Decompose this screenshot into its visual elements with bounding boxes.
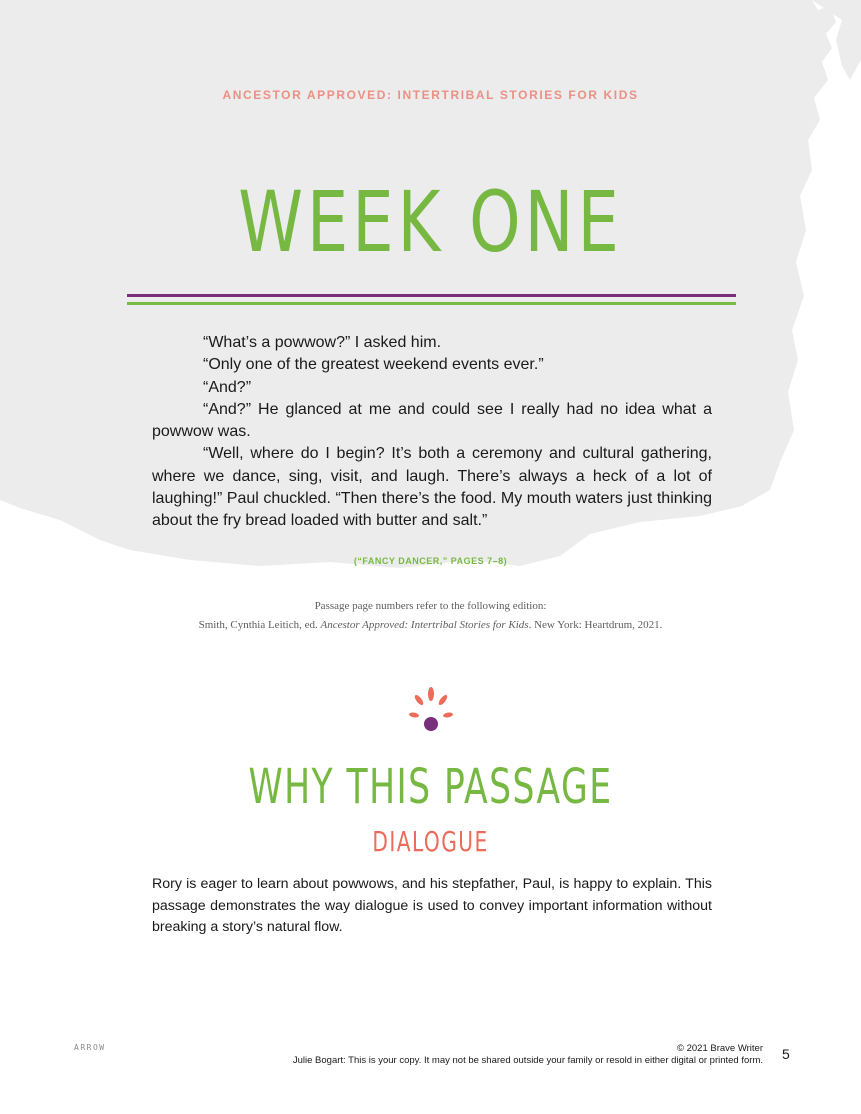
book-title-header: ANCESTOR APPROVED: INTERTRIBAL STORIES FOR KIDS (222, 88, 639, 102)
footer-notice: Julie Bogart: This is your copy. It may not be shared outside your family or resold in either digital or printed form. (292, 1055, 763, 1066)
edition-book-title: Ancestor Approved: Intertribal Stories for Kids (320, 619, 529, 631)
section-title: WHY THIS PASSAGE (248, 759, 613, 815)
flower-icon (404, 686, 458, 736)
passage-excerpt (152, 332, 712, 533)
section-body: Rory is eager to learn about powwows, and his stepfather, Paul, is happy to explain. This passage demonstrates the way dialogue is used to convey important information without breaking a story’s natural flow. (152, 876, 712, 935)
passage-paragraph: “And?” (203, 378, 252, 396)
passage-paragraph: “Only one of the greatest weekend events ever.” (203, 356, 544, 374)
edition-publisher: . New York: Heartdrum, 2021. (528, 619, 663, 631)
divider-green (127, 302, 736, 305)
footer-left-label: ARROW (74, 1043, 106, 1052)
passage-paragraph: “And?” He glanced at me and could see I really had no idea what a powwow was. (152, 400, 712, 441)
passage-paragraph: “Well, where do I begin? It’s both a ceremony and cultural gathering, where we dance, sing, visit, and laugh. There’s always a heck of a lot of laughing!” Paul chuckled. “Then there’s the food. My mouth waters just thinking about the fry bread loaded with butter and salt.” (152, 445, 712, 530)
passage-paragraph: “What’s a powwow?” I asked him. (203, 334, 442, 351)
section-subtitle: DIALOGUE (372, 825, 489, 858)
edition-note (0, 597, 861, 635)
edition-note-line1: Passage page numbers refer to the following edition: (314, 600, 547, 612)
footer-copyright-block (163, 1043, 763, 1067)
page-number: 5 (782, 1046, 790, 1062)
week-title: WEEK ONE (238, 173, 623, 271)
footer-copyright: © 2021 Brave Writer (676, 1043, 763, 1054)
divider-purple (127, 294, 736, 297)
edition-author: Smith, Cynthia Leitich, ed. (198, 619, 321, 631)
passage-citation: (“FANCY DANCER,” PAGES 7–8) (353, 556, 508, 566)
edition-note-line2 (0, 616, 861, 635)
